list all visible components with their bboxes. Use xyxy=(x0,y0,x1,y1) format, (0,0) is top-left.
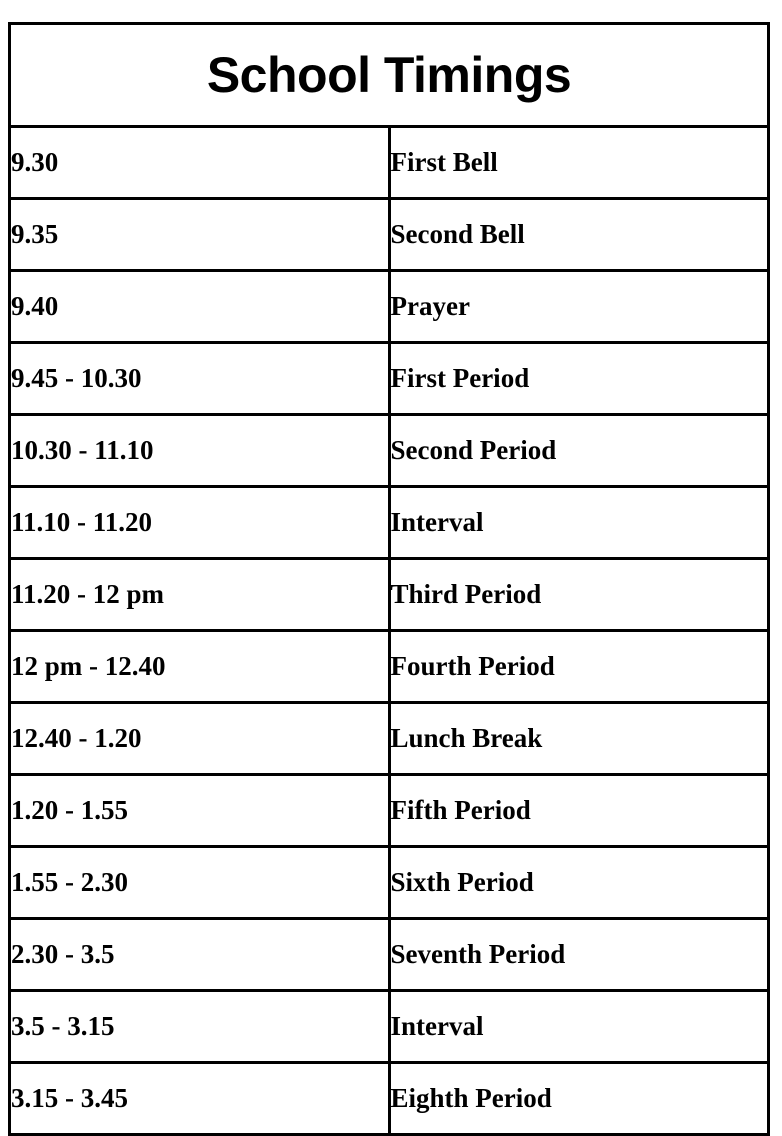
table-row xyxy=(10,343,769,415)
time-value: 2.30 - 3.5 xyxy=(10,919,390,991)
event-label: Fifth Period xyxy=(389,775,769,847)
event-label: Seventh Period xyxy=(389,919,769,991)
time-value: 9.30 xyxy=(10,127,390,199)
time-value: 11.20 - 12 pm xyxy=(10,559,390,631)
time-value: 10.30 - 11.10 xyxy=(10,415,390,487)
time-value: 9.45 - 10.30 xyxy=(10,343,390,415)
event-label: Interval xyxy=(389,487,769,559)
event-label: Eighth Period xyxy=(389,1063,769,1135)
time-value: 11.10 - 11.20 xyxy=(10,487,390,559)
event-label: Fourth Period xyxy=(389,631,769,703)
time-value: 9.40 xyxy=(10,271,390,343)
event-label: Lunch Break xyxy=(389,703,769,775)
table-row xyxy=(10,487,769,559)
event-label: Second Bell xyxy=(389,199,769,271)
time-value: 3.15 - 3.45 xyxy=(10,1063,390,1135)
table-row xyxy=(10,847,769,919)
time-value: 3.5 - 3.15 xyxy=(10,991,390,1063)
table-row xyxy=(10,991,769,1063)
time-value: 1.20 - 1.55 xyxy=(10,775,390,847)
time-value: 12.40 - 1.20 xyxy=(10,703,390,775)
page-title: School Timings xyxy=(10,24,769,127)
table-row xyxy=(10,703,769,775)
time-value: 1.55 - 2.30 xyxy=(10,847,390,919)
table-row xyxy=(10,631,769,703)
table-row xyxy=(10,919,769,991)
table-title-row xyxy=(10,24,769,127)
table-row xyxy=(10,127,769,199)
table-row xyxy=(10,415,769,487)
table-row xyxy=(10,1063,769,1135)
table-row xyxy=(10,559,769,631)
event-label: Interval xyxy=(389,991,769,1063)
time-value: 12 pm - 12.40 xyxy=(10,631,390,703)
event-label: Prayer xyxy=(389,271,769,343)
time-value: 9.35 xyxy=(10,199,390,271)
table-body xyxy=(10,24,769,1135)
table-row xyxy=(10,775,769,847)
school-timings-table xyxy=(8,22,770,1136)
event-label: Sixth Period xyxy=(389,847,769,919)
table-row xyxy=(10,199,769,271)
event-label: Third Period xyxy=(389,559,769,631)
event-label: First Period xyxy=(389,343,769,415)
event-label: Second Period xyxy=(389,415,769,487)
table-row xyxy=(10,271,769,343)
event-label: First Bell xyxy=(389,127,769,199)
